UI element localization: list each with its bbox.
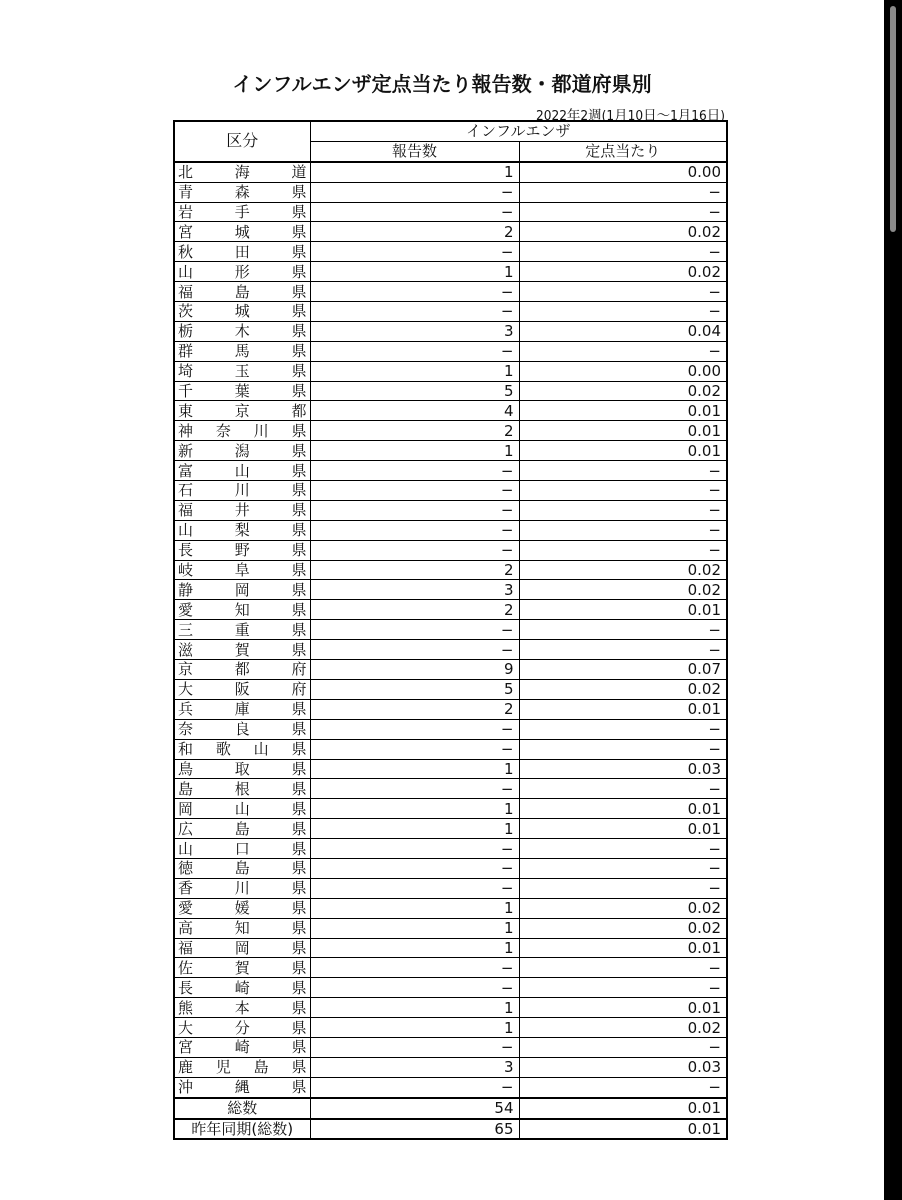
table-row (174, 282, 727, 302)
per-sentinel-cell: − (519, 839, 727, 859)
prefecture-cell (174, 540, 310, 560)
table-row (174, 1037, 727, 1057)
per-sentinel-cell: − (519, 540, 727, 560)
per-sentinel-cell: − (519, 341, 727, 361)
last-year-row (174, 1119, 727, 1140)
table-row (174, 262, 727, 282)
prefecture-name: 熊 本 県 (178, 998, 307, 1017)
prefecture-name: 北 海 道 (178, 163, 307, 182)
prefecture-name: 富 山 県 (178, 461, 307, 480)
prefecture-cell (174, 361, 310, 381)
table-row (174, 401, 727, 421)
prefecture-name: 福 井 県 (178, 501, 307, 520)
prefecture-cell (174, 660, 310, 680)
table-row (174, 938, 727, 958)
table-row (174, 441, 727, 461)
prefecture-cell (174, 958, 310, 978)
prefecture-cell (174, 162, 310, 182)
prefecture-cell (174, 799, 310, 819)
table-row (174, 242, 727, 262)
reports-cell: − (310, 500, 519, 520)
prefecture-cell (174, 839, 310, 859)
prefecture-cell (174, 321, 310, 341)
reports-cell: − (310, 182, 519, 202)
total-label: 総数 (174, 1098, 310, 1119)
per-sentinel-cell: − (519, 719, 727, 739)
table-row (174, 520, 727, 540)
reports-cell: 1 (310, 819, 519, 839)
prefecture-name: 奈 良 県 (178, 720, 307, 739)
reports-cell: 2 (310, 222, 519, 242)
prefecture-cell (174, 461, 310, 481)
prefecture-cell (174, 878, 310, 898)
prefecture-name: 大 阪 府 (178, 680, 307, 699)
table-row (174, 699, 727, 719)
per-sentinel-cell: − (519, 182, 727, 202)
prefecture-cell (174, 421, 310, 441)
per-sentinel-cell: 0.00 (519, 162, 727, 182)
report-period: 2022年2週(1月10日～1月16日) (536, 108, 725, 124)
prefecture-cell (174, 520, 310, 540)
last-year-per-sentinel: 0.01 (519, 1119, 727, 1140)
prefecture-name: 愛 媛 県 (178, 899, 307, 918)
per-sentinel-cell: − (519, 242, 727, 262)
per-sentinel-cell: − (519, 500, 727, 520)
prefecture-cell (174, 341, 310, 361)
prefecture-cell (174, 759, 310, 779)
table-row (174, 918, 727, 938)
prefecture-name: 滋 賀 県 (178, 640, 307, 659)
table-row (174, 978, 727, 998)
table-row (174, 182, 727, 202)
category-header: 区分 (174, 121, 310, 162)
prefecture-name: 高 知 県 (178, 919, 307, 938)
table-row (174, 898, 727, 918)
prefecture-cell (174, 858, 310, 878)
table-row (174, 481, 727, 501)
prefecture-name: 山 口 県 (178, 839, 307, 858)
reports-cell: − (310, 839, 519, 859)
prefecture-name: 岡 山 県 (178, 799, 307, 818)
prefecture-name: 長 崎 県 (178, 978, 307, 997)
prefecture-cell (174, 242, 310, 262)
per-sentinel-cell: 0.02 (519, 580, 727, 600)
per-sentinel-cell: 0.07 (519, 660, 727, 680)
prefecture-name: 広 島 県 (178, 819, 307, 838)
per-sentinel-cell: − (519, 779, 727, 799)
reports-cell: 1 (310, 918, 519, 938)
per-sentinel-cell: 0.02 (519, 381, 727, 401)
table-row (174, 500, 727, 520)
prefecture-cell (174, 1018, 310, 1038)
prefecture-cell (174, 401, 310, 421)
table-row (174, 640, 727, 660)
table-row (174, 839, 727, 859)
prefecture-cell (174, 222, 310, 242)
per-sentinel-cell: − (519, 282, 727, 302)
per-sentinel-cell: − (519, 481, 727, 501)
per-sentinel-cell: 0.02 (519, 222, 727, 242)
table-row (174, 799, 727, 819)
reports-cell: 4 (310, 401, 519, 421)
prefecture-name: 和 歌 山 県 (178, 740, 307, 759)
influenza-header: インフルエンザ (310, 121, 727, 141)
table-row (174, 679, 727, 699)
per-sentinel-cell: 0.03 (519, 759, 727, 779)
per-sentinel-cell: 0.02 (519, 898, 727, 918)
per-sentinel-cell: − (519, 302, 727, 322)
reports-cell: 1 (310, 1018, 519, 1038)
per-sentinel-cell: 0.01 (519, 401, 727, 421)
reports-cell: 3 (310, 580, 519, 600)
prefecture-cell (174, 560, 310, 580)
reports-cell: 1 (310, 162, 519, 182)
prefecture-cell (174, 1057, 310, 1077)
reports-cell: − (310, 481, 519, 501)
prefecture-name: 茨 城 県 (178, 302, 307, 321)
last-year-label: 昨年同期(総数) (174, 1119, 310, 1140)
prefecture-cell (174, 719, 310, 739)
per-sentinel-cell: 0.01 (519, 421, 727, 441)
prefecture-cell (174, 302, 310, 322)
total-per-sentinel: 0.01 (519, 1098, 727, 1119)
prefecture-name: 福 島 県 (178, 282, 307, 301)
per-sentinel-cell: − (519, 958, 727, 978)
per-sentinel-cell: 0.01 (519, 938, 727, 958)
per-sentinel-cell: 0.00 (519, 361, 727, 381)
prefecture-cell (174, 779, 310, 799)
table-row (174, 858, 727, 878)
prefecture-cell (174, 898, 310, 918)
prefecture-cell (174, 282, 310, 302)
reports-cell: − (310, 302, 519, 322)
prefecture-cell (174, 640, 310, 660)
prefecture-name: 石 川 県 (178, 481, 307, 500)
prefecture-cell (174, 1037, 310, 1057)
reports-cell: 1 (310, 898, 519, 918)
reports-cell: 3 (310, 321, 519, 341)
reports-cell: − (310, 640, 519, 660)
prefecture-name: 京 都 府 (178, 660, 307, 679)
per-sentinel-cell: − (519, 461, 727, 481)
prefecture-cell (174, 978, 310, 998)
last-year-reports: 65 (310, 1119, 519, 1140)
table-row (174, 361, 727, 381)
prefecture-name: 愛 知 県 (178, 600, 307, 619)
prefecture-cell (174, 262, 310, 282)
prefecture-name: 島 根 県 (178, 779, 307, 798)
per-sentinel-header: 定点当たり (519, 141, 727, 161)
prefecture-name: 徳 島 県 (178, 859, 307, 878)
prefecture-cell (174, 679, 310, 699)
reports-cell: − (310, 341, 519, 361)
prefecture-name: 沖 縄 県 (178, 1078, 307, 1097)
reports-cell: − (310, 540, 519, 560)
prefecture-name: 鹿 児 島 県 (178, 1058, 307, 1077)
table-row (174, 759, 727, 779)
prefecture-name: 東 京 都 (178, 401, 307, 420)
prefecture-name: 香 川 県 (178, 879, 307, 898)
table-row (174, 600, 727, 620)
table-row (174, 222, 727, 242)
table-row (174, 779, 727, 799)
reports-cell: − (310, 282, 519, 302)
per-sentinel-cell: − (519, 1077, 727, 1097)
table-row (174, 1057, 727, 1077)
prefecture-cell (174, 500, 310, 520)
total-row (174, 1098, 727, 1119)
header-row-1 (174, 121, 727, 141)
table-row (174, 739, 727, 759)
reports-cell: − (310, 242, 519, 262)
prefecture-name: 長 野 県 (178, 541, 307, 560)
prefecture-cell (174, 918, 310, 938)
table-row (174, 1018, 727, 1038)
prefecture-name: 栃 木 県 (178, 322, 307, 341)
table-row (174, 302, 727, 322)
per-sentinel-cell: 0.01 (519, 600, 727, 620)
table-row (174, 1077, 727, 1097)
per-sentinel-cell: − (519, 878, 727, 898)
prefecture-name: 宮 崎 県 (178, 1038, 307, 1057)
per-sentinel-cell: 0.02 (519, 679, 727, 699)
prefecture-cell (174, 202, 310, 222)
reports-cell: 1 (310, 262, 519, 282)
prefecture-cell (174, 441, 310, 461)
prefecture-cell (174, 600, 310, 620)
reports-cell: 2 (310, 600, 519, 620)
reports-cell: − (310, 978, 519, 998)
reports-cell: − (310, 719, 519, 739)
page-title: インフルエンザ定点当たり報告数・都道府県別 (232, 72, 652, 96)
table-row (174, 321, 727, 341)
per-sentinel-cell: − (519, 978, 727, 998)
per-sentinel-cell: 0.03 (519, 1057, 727, 1077)
prefecture-name: 兵 庫 県 (178, 700, 307, 719)
per-sentinel-cell: − (519, 1037, 727, 1057)
reports-cell: − (310, 1037, 519, 1057)
per-sentinel-cell: 0.01 (519, 799, 727, 819)
reports-cell: − (310, 739, 519, 759)
prefecture-name: 佐 賀 県 (178, 958, 307, 977)
prefecture-name: 秋 田 県 (178, 242, 307, 261)
table-row (174, 461, 727, 481)
table-row (174, 719, 727, 739)
table-row (174, 162, 727, 182)
reports-cell: 1 (310, 998, 519, 1018)
reports-cell: − (310, 858, 519, 878)
prefecture-name: 岐 阜 県 (178, 561, 307, 580)
table-row (174, 202, 727, 222)
prefecture-cell (174, 182, 310, 202)
per-sentinel-cell: − (519, 858, 727, 878)
reports-cell: 9 (310, 660, 519, 680)
reports-cell: − (310, 520, 519, 540)
prefecture-cell (174, 381, 310, 401)
table-row (174, 580, 727, 600)
table-row (174, 381, 727, 401)
prefecture-name: 山 形 県 (178, 262, 307, 281)
reports-cell: 1 (310, 361, 519, 381)
table-row (174, 620, 727, 640)
prefecture-cell (174, 938, 310, 958)
reports-cell: − (310, 958, 519, 978)
per-sentinel-cell: − (519, 739, 727, 759)
reports-cell: − (310, 202, 519, 222)
prefecture-name: 福 岡 県 (178, 938, 307, 957)
table-row (174, 341, 727, 361)
table-row (174, 819, 727, 839)
prefecture-name: 神 奈 川 県 (178, 421, 307, 440)
reports-cell: 1 (310, 938, 519, 958)
per-sentinel-cell: − (519, 620, 727, 640)
per-sentinel-cell: 0.01 (519, 998, 727, 1018)
prefecture-name: 新 潟 県 (178, 441, 307, 460)
per-sentinel-cell: 0.01 (519, 441, 727, 461)
reports-cell: 2 (310, 421, 519, 441)
prefecture-name: 静 岡 県 (178, 580, 307, 599)
reports-cell: 3 (310, 1057, 519, 1077)
reports-cell: − (310, 461, 519, 481)
per-sentinel-cell: 0.04 (519, 321, 727, 341)
prefecture-cell (174, 1077, 310, 1097)
per-sentinel-cell: 0.02 (519, 918, 727, 938)
reports-cell: 5 (310, 381, 519, 401)
total-reports: 54 (310, 1098, 519, 1119)
per-sentinel-cell: 0.02 (519, 560, 727, 580)
prefecture-name: 三 重 県 (178, 620, 307, 639)
reports-cell: − (310, 620, 519, 640)
prefecture-cell (174, 620, 310, 640)
reports-cell: 2 (310, 699, 519, 719)
reports-cell: 1 (310, 441, 519, 461)
prefecture-cell (174, 699, 310, 719)
table-row (174, 998, 727, 1018)
prefecture-cell (174, 998, 310, 1018)
prefecture-name: 青 森 県 (178, 183, 307, 202)
reports-cell: − (310, 779, 519, 799)
table-row (174, 878, 727, 898)
per-sentinel-cell: 0.02 (519, 262, 727, 282)
per-sentinel-cell: 0.01 (519, 819, 727, 839)
table-row (174, 560, 727, 580)
prefecture-name: 群 馬 県 (178, 342, 307, 361)
table-row (174, 660, 727, 680)
table-row (174, 958, 727, 978)
per-sentinel-cell: 0.02 (519, 1018, 727, 1038)
per-sentinel-cell: − (519, 640, 727, 660)
prefecture-cell (174, 819, 310, 839)
prefecture-name: 千 葉 県 (178, 382, 307, 401)
prefecture-name: 山 梨 県 (178, 521, 307, 540)
prefecture-name: 大 分 県 (178, 1018, 307, 1037)
reports-cell: 1 (310, 759, 519, 779)
prefecture-name: 鳥 取 県 (178, 759, 307, 778)
prefecture-name: 岩 手 県 (178, 203, 307, 221)
report-table (173, 120, 728, 1140)
prefecture-cell (174, 580, 310, 600)
reports-cell: 1 (310, 799, 519, 819)
table-row (174, 540, 727, 560)
reports-cell: 2 (310, 560, 519, 580)
table-row (174, 421, 727, 441)
prefecture-cell (174, 481, 310, 501)
reports-cell: − (310, 878, 519, 898)
per-sentinel-cell: − (519, 520, 727, 540)
prefecture-cell (174, 739, 310, 759)
scrollbar-thumb[interactable] (890, 6, 896, 232)
prefecture-name: 埼 玉 県 (178, 362, 307, 381)
reports-cell: 5 (310, 679, 519, 699)
prefecture-name: 宮 城 県 (178, 222, 307, 241)
per-sentinel-cell: − (519, 202, 727, 222)
reports-header: 報告数 (310, 141, 519, 161)
reports-cell: − (310, 1077, 519, 1097)
per-sentinel-cell: 0.01 (519, 699, 727, 719)
